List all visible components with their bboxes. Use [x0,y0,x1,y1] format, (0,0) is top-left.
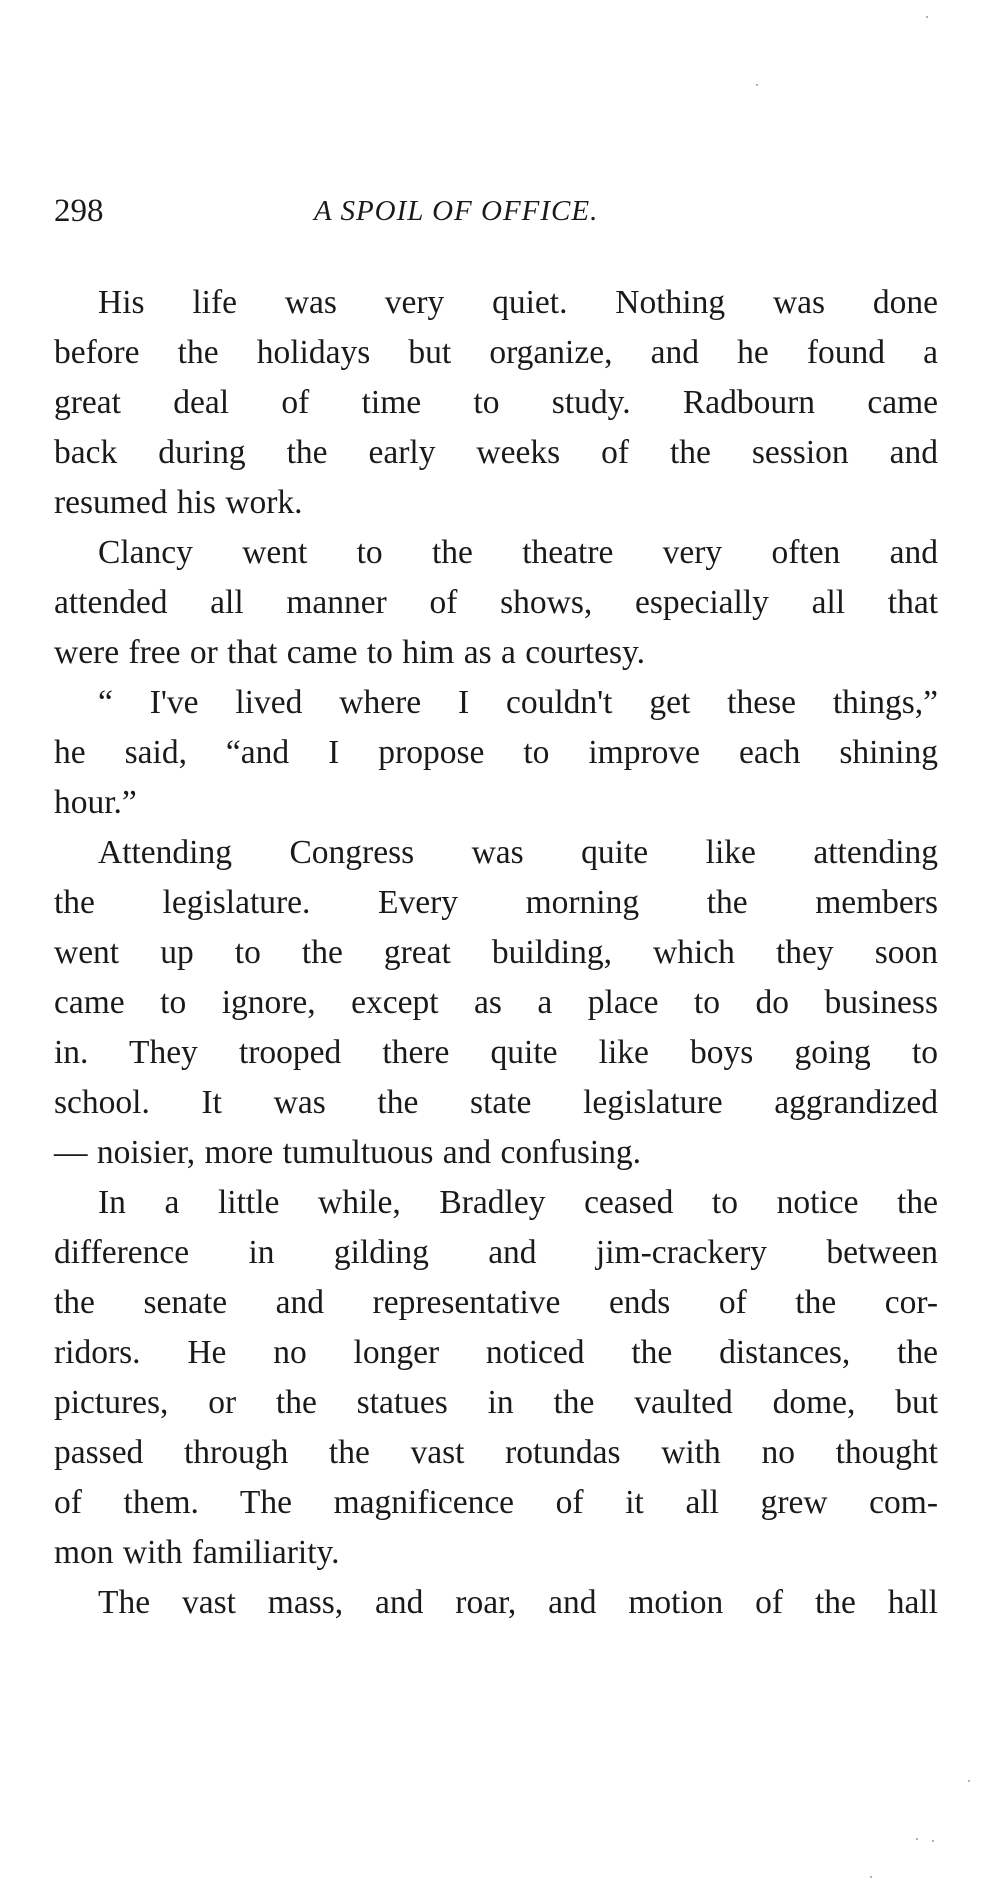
text-line: back during the early weeks of the session and [54,434,938,471]
paper-speck [968,1780,970,1782]
running-head [54,186,938,236]
text-line: of them. The magnificence of it all grew com- [54,1484,938,1521]
text-line: great deal of time to study. Radbourn came [54,384,938,421]
text-line: difference in gilding and jim-crackery between [54,1234,938,1271]
text-line: the senate and representative ends of the cor- [54,1284,938,1321]
text-line: he said, “and I propose to improve each shining [54,734,938,771]
paper-speck [870,1876,872,1878]
page-number: 298 [54,193,104,229]
text-line: hour.” [54,784,137,821]
text-line: went up to the great building, which they soon [54,934,938,971]
text-line: passed through the vast rotundas with no thought [54,1434,938,1471]
text-line: attended all manner of shows, especially all that [54,584,938,621]
text-line: In a little while, Bradley ceased to notice the [98,1184,938,1221]
text-line: the legislature. Every morning the members [54,884,938,921]
body-text [54,278,938,1628]
text-line: in. They trooped there quite like boys going to [54,1034,938,1071]
paper-speck [932,1840,934,1842]
text-line: mon with familiarity. [54,1534,340,1571]
text-line: “ I've lived where I couldn't get these things,” [98,684,938,721]
paper-speck [926,16,928,18]
text-line: resumed his work. [54,484,303,521]
text-line: pictures, or the statues in the vaulted dome, but [54,1384,938,1421]
text-line: His life was very quiet. Nothing was done [98,284,938,321]
text-line: ridors. He no longer noticed the distances, the [54,1334,938,1371]
running-title: A SPOIL OF OFFICE. [314,195,599,227]
text-line: Clancy went to the theatre very often and [98,534,938,571]
text-line: The vast mass, and roar, and motion of the hall [98,1584,938,1621]
text-line: came to ignore, except as a place to do business [54,984,938,1021]
text-line: before the holidays but organize, and he found a [54,334,938,371]
text-line: — noisier, more tumultuous and confusing. [54,1134,642,1171]
text-line: Attending Congress was quite like attending [98,834,938,871]
paper-speck [916,1838,918,1840]
text-line: were free or that came to him as a courtesy. [54,634,645,671]
text-line: school. It was the state legislature aggrandized [54,1084,938,1121]
paper-speck [756,84,758,86]
